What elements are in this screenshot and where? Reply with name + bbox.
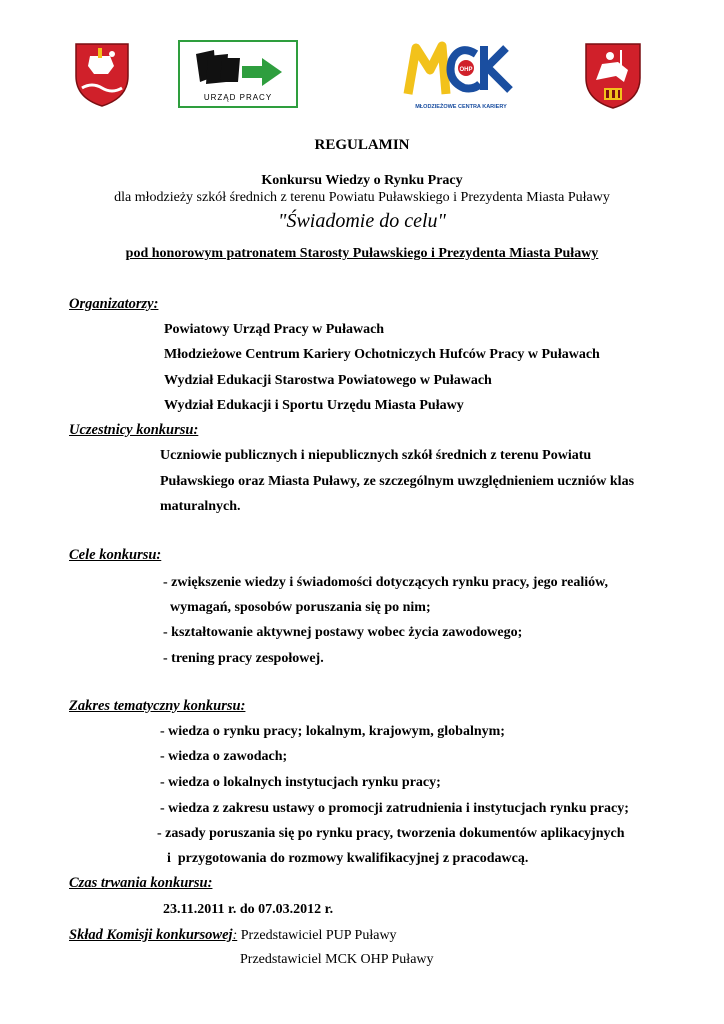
participants-line: Puławskiego oraz Miasta Puławy, ze szczególnym uwzględnieniem uczniów klas [160, 474, 635, 489]
goals-line: - trening pracy zespołowej. [163, 651, 324, 666]
goals-line: - kształtowanie aktywnej postawy wobec życia zawodowego; [163, 625, 523, 640]
organizer-item: Wydział Edukacji Starostwa Powiatowego w Puławach [164, 373, 492, 388]
committee-line [69, 926, 397, 945]
scope-line: - wiedza o rynku pracy; lokalnym, krajowym, globalnym; [160, 724, 505, 739]
urzad-pracy-logo [178, 40, 298, 108]
urzad-pracy-logo-icon [180, 46, 296, 98]
committee-member: Przedstawiciel PUP Puławy [240, 928, 397, 943]
goals-line: - zwiększenie wiedzy i świadomości dotyczących rynku pracy, jego realiów, [163, 575, 608, 590]
participants-line: maturalnych. [160, 499, 241, 514]
committee-heading: Skład Komisji konkursowej [69, 927, 233, 943]
participants-heading: Uczestnicy konkursu: [69, 422, 199, 438]
participants-line: Uczniowie publicznych i niepublicznych szkół średnich z terenu Powiatu [160, 448, 592, 463]
goals-heading: Cele konkursu: [69, 547, 162, 563]
organizer-item: Wydział Edukacji i Sportu Urzędu Miasta Puławy [164, 398, 464, 413]
scope-line: - wiedza o zawodach; [160, 749, 288, 764]
organizer-item: Młodzieżowe Centrum Kariery Ochotniczych Hufców Pracy w Puławach [164, 347, 600, 362]
mck-ohp-logo [402, 40, 520, 110]
mck-logo-text: MŁODZIEŻOWE CENTRA KARIERY [415, 104, 507, 110]
contest-motto: "Świadomie do celu" [278, 210, 446, 232]
duration-heading: Czas trwania konkursu: [69, 875, 213, 891]
coat-of-arms-pulawy-icon [582, 40, 644, 112]
scope-line: - wiedza z zakresu ustawy o promocji zatrudnienia i instytucjach rynku pracy; [160, 801, 629, 816]
committee-colon: : [232, 928, 238, 943]
committee-member: Przedstawiciel MCK OHP Puławy [240, 952, 434, 967]
scope-line: - zasady poruszania się po rynku pracy, tworzenia dokumentów aplikacyjnych [157, 826, 625, 841]
coat-of-arms-powiat-icon [72, 40, 132, 110]
document-title: REGULAMIN [314, 137, 410, 153]
scope-line: i przygotowania do rozmowy kwalifikacyjnej z pracodawcą. [160, 851, 529, 866]
patronage-line: pod honorowym patronatem Starosty Puławskiego i Prezydenta Miasta Puławy [125, 246, 599, 261]
pup-logo-text: URZĄD PRACY [203, 93, 273, 102]
organizers-heading: Organizatorzy: [69, 296, 159, 312]
mck-ohp-logo-icon [402, 40, 520, 102]
scope-heading: Zakres tematyczny konkursu: [69, 698, 246, 714]
organizer-item: Powiatowy Urząd Pracy w Puławach [164, 322, 385, 337]
scope-line: - wiedza o lokalnych instytucjach rynku pracy; [160, 775, 441, 790]
svg-text:OHP: OHP [459, 67, 473, 73]
contest-for: dla młodzieży szkół średnich z terenu Powiatu Puławskiego i Prezydenta Miasta Puławy [114, 190, 610, 205]
contest-name: Konkursu Wiedzy o Rynku Pracy [261, 173, 463, 188]
goals-line: wymagań, sposobów poruszania się po nim; [163, 600, 431, 615]
duration-value: 23.11.2011 r. do 07.03.2012 r. [163, 902, 334, 917]
